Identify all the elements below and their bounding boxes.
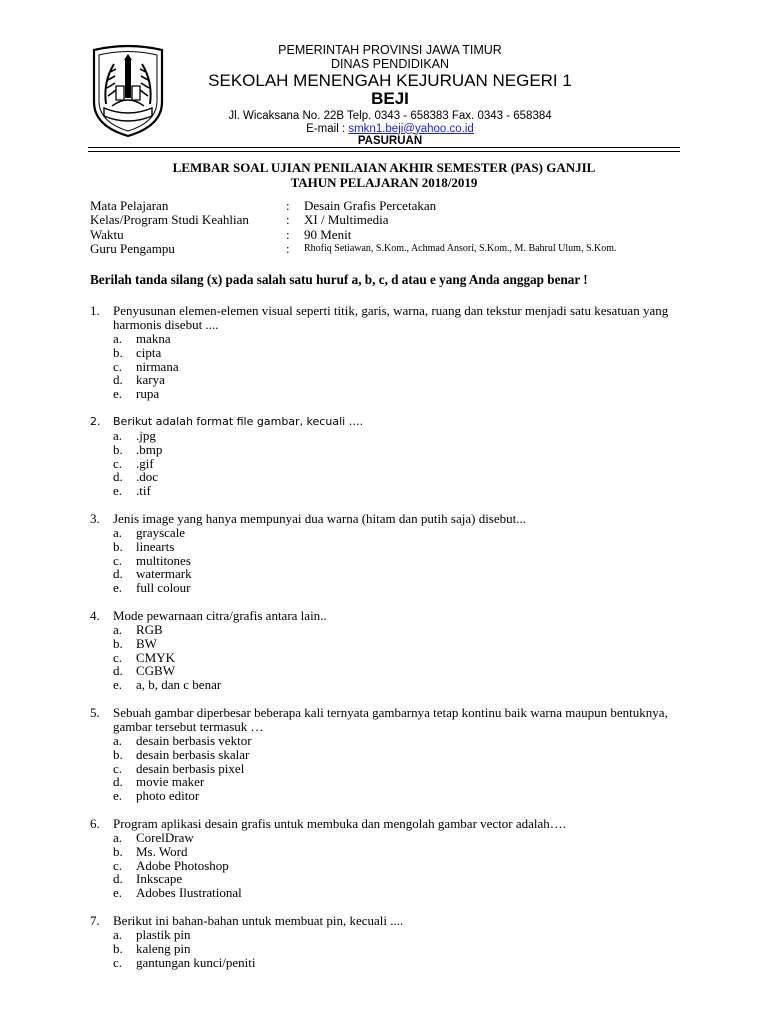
option-letter: a.: [113, 427, 123, 443]
option-letter: a.: [113, 732, 123, 748]
question-number: 6.: [90, 815, 100, 831]
option-text: .bmp: [136, 441, 163, 457]
option-text: RGB: [136, 621, 163, 637]
option-item[interactable]: [90, 859, 690, 873]
option-text: a, b, dan c benar: [136, 677, 222, 693]
info-label: Waktu: [90, 226, 124, 242]
department-name: DINAS PENDIDIKAN: [330, 56, 450, 71]
option-item[interactable]: [90, 886, 690, 900]
option-text: kaleng pin: [136, 940, 191, 956]
info-separator: :: [286, 198, 290, 213]
question-6: [90, 817, 690, 900]
option-letter: c.: [113, 552, 123, 568]
option-text: BW: [136, 635, 157, 651]
question-list: [90, 304, 690, 983]
option-text: Ms. Word: [136, 843, 188, 859]
option-item[interactable]: [90, 637, 690, 651]
option-list: [90, 734, 690, 803]
question-7: [90, 914, 690, 969]
option-item[interactable]: [90, 443, 690, 457]
option-text: desain berbasis skalar: [136, 746, 250, 762]
option-letter: d.: [113, 469, 123, 485]
option-item[interactable]: [90, 567, 690, 581]
option-item[interactable]: [90, 734, 690, 748]
option-letter: c.: [113, 455, 123, 471]
question-text: Penyusunan elemen-elemen visual seperti titik, garis, warna, ruang dan tekstur menjadi satu kesatuan yang harmonis disebut ....: [113, 303, 669, 332]
option-item[interactable]: [90, 872, 690, 886]
option-letter: c.: [113, 954, 123, 970]
option-item[interactable]: [90, 928, 690, 942]
option-letter: d.: [113, 372, 123, 388]
email-link[interactable]: smkn1.beji@yahoo.co.id: [348, 122, 474, 135]
option-letter: b.: [113, 746, 123, 762]
option-text: gantungan kunci/peniti: [136, 954, 256, 970]
option-item[interactable]: [90, 554, 690, 568]
letterhead-divider-thick: [88, 147, 680, 148]
question-2: [90, 415, 690, 498]
option-letter: e.: [113, 483, 123, 499]
option-text: CorelDraw: [136, 829, 194, 845]
option-letter: e.: [113, 580, 123, 596]
option-item[interactable]: [90, 373, 690, 387]
option-letter: e.: [113, 788, 123, 804]
option-letter: a.: [113, 829, 123, 845]
info-label: Kelas/Program Studi Keahlian: [90, 212, 249, 228]
option-letter: a.: [113, 524, 123, 540]
option-item[interactable]: [90, 540, 690, 554]
option-item[interactable]: [90, 360, 690, 374]
option-text: nirmana: [136, 358, 179, 374]
question-number: 1.: [90, 303, 100, 318]
option-text: rupa: [136, 386, 160, 402]
option-letter: a.: [113, 621, 123, 637]
option-text: linearts: [136, 538, 175, 554]
option-list: [90, 332, 690, 401]
option-letter: d.: [113, 663, 123, 679]
option-letter: e.: [113, 677, 123, 693]
option-item[interactable]: [90, 623, 690, 637]
option-item[interactable]: [90, 651, 690, 665]
school-address: Jl. Wicaksana No. 22B Telp. 0343 - 658383 Fax. 0343 - 658384: [228, 110, 552, 122]
option-text: Adobes Ilustrational: [136, 885, 242, 901]
option-letter: b.: [113, 538, 123, 554]
question-number: 7.: [90, 912, 100, 928]
info-value: Desain Grafis Percetakan: [304, 198, 437, 213]
question-3: [90, 512, 690, 595]
option-text: plastik pin: [136, 926, 191, 942]
question-5: [90, 706, 690, 803]
option-letter: b.: [113, 635, 123, 651]
info-label: Guru Pengampu: [90, 240, 175, 256]
option-item[interactable]: [90, 762, 690, 776]
school-email: [190, 124, 590, 136]
info-row-subject: [90, 199, 690, 213]
question-text: Berikut ini bahan-bahan untuk membuat pin, kecuali ....: [113, 912, 404, 928]
option-text: desain berbasis pixel: [136, 760, 245, 776]
info-row-time: [90, 228, 690, 242]
letterhead: [190, 44, 590, 148]
option-text: full colour: [136, 580, 191, 596]
option-letter: e.: [113, 885, 123, 901]
question-1: [90, 304, 690, 401]
option-text: makna: [136, 331, 171, 346]
exam-title-line1: LEMBAR SOAL UJIAN PENILAIAN AKHIR SEMESTER (PAS) GANJIL: [172, 160, 596, 175]
info-value: Rhofiq Setiawan, S.Kom., Achmad Ansori, S.Kom., M. Bahrul Ulum, S.Kom.: [304, 242, 617, 254]
question-number: 3.: [90, 510, 100, 526]
option-letter: a.: [113, 926, 123, 942]
info-separator: :: [286, 226, 290, 242]
jawa-timur-emblem-logo: [88, 44, 168, 140]
option-text: photo editor: [136, 788, 200, 804]
question-text: Program aplikasi desain grafis untuk membuka dan mengolah gambar vector adalah….: [113, 815, 567, 831]
option-item[interactable]: [90, 470, 690, 484]
option-letter: c.: [113, 649, 123, 665]
option-text: grayscale: [136, 524, 186, 540]
option-item[interactable]: [90, 831, 690, 845]
option-item[interactable]: [90, 484, 690, 498]
school-city: PASURUAN: [357, 135, 423, 147]
exam-title: [88, 160, 680, 190]
option-text: cipta: [136, 344, 162, 360]
option-letter: d.: [113, 871, 123, 887]
option-letter: b.: [113, 344, 123, 360]
option-item[interactable]: [90, 775, 690, 789]
option-letter: a.: [113, 331, 123, 346]
option-list: [90, 429, 690, 498]
option-letter: b.: [113, 940, 123, 956]
option-item[interactable]: [90, 457, 690, 471]
option-letter: b.: [113, 843, 123, 859]
option-text: watermark: [136, 566, 192, 582]
exam-info: [90, 199, 690, 256]
info-row-class: [90, 213, 690, 227]
option-text: CGBW: [136, 663, 175, 679]
option-text: Adobe Photoshop: [136, 857, 229, 873]
question-text: Berikut adalah format file gambar, kecuali ….: [113, 414, 364, 428]
question-number: 4.: [90, 607, 100, 623]
info-value: 90 Menit: [304, 226, 352, 242]
question-text: Mode pewarnaan citra/grafis antara lain..: [113, 607, 327, 623]
option-letter: c.: [113, 760, 123, 776]
option-list: [90, 831, 690, 900]
option-list: [90, 928, 690, 969]
instruction: Berilah tanda silang (x) pada salah satu huruf a, b, c, d atau e yang Anda anggap benar !: [90, 272, 588, 287]
option-text: CMYK: [136, 649, 176, 665]
option-item[interactable]: [90, 678, 690, 692]
info-label: Mata Pelajaran: [90, 198, 169, 213]
option-text: multitones: [136, 552, 191, 568]
option-text: .gif: [136, 455, 154, 471]
option-item[interactable]: [90, 332, 690, 346]
option-item[interactable]: [90, 942, 690, 956]
option-item[interactable]: [90, 581, 690, 595]
option-item[interactable]: [90, 748, 690, 762]
option-text: .doc: [136, 469, 159, 485]
option-text: .jpg: [136, 427, 156, 443]
exam-title-line2: TAHUN PELAJARAN 2018/2019: [290, 175, 478, 190]
option-item[interactable]: [90, 845, 690, 859]
letterhead-divider-thin: [88, 151, 680, 152]
option-letter: b.: [113, 441, 123, 457]
option-item[interactable]: [90, 429, 690, 443]
school-name: SEKOLAH MENENGAH KEJURUAN NEGERI 1: [208, 71, 572, 90]
option-letter: d.: [113, 566, 123, 582]
option-text: karya: [136, 372, 165, 388]
question-4: [90, 609, 690, 692]
option-text: desain berbasis vektor: [136, 732, 252, 748]
option-item[interactable]: [90, 956, 690, 970]
option-letter: c.: [113, 857, 123, 873]
option-list: [90, 526, 690, 595]
question-text: Jenis image yang hanya mempunyai dua warna (hitam dan putih saja) disebut...: [113, 510, 526, 526]
option-letter: d.: [113, 774, 123, 790]
option-letter: c.: [113, 358, 123, 374]
info-separator: :: [286, 212, 290, 228]
option-item[interactable]: [90, 387, 690, 401]
option-item[interactable]: [90, 664, 690, 678]
info-separator: :: [286, 240, 290, 256]
info-row-teacher: [90, 242, 690, 256]
option-item[interactable]: [90, 526, 690, 540]
option-item[interactable]: [90, 789, 690, 803]
option-text: .tif: [136, 483, 151, 499]
school-location-name: BEJI: [371, 89, 409, 108]
question-number: 2.: [90, 414, 101, 428]
option-text: Inkscape: [136, 871, 183, 887]
option-text: movie maker: [136, 774, 205, 790]
government-name: PEMERINTAH PROVINSI JAWA TIMUR: [278, 43, 502, 57]
question-number: 5.: [90, 704, 100, 720]
option-list: [90, 623, 690, 692]
option-item[interactable]: [90, 346, 690, 360]
option-letter: e.: [113, 386, 123, 402]
question-text: Sebuah gambar diperbesar beberapa kali ternyata gambarnya tetap kontinu baik warna maupun bentuknya, gambar tersebut termasuk …: [113, 704, 668, 734]
info-value: XI / Multimedia: [304, 212, 389, 228]
email-label: E-mail :: [306, 122, 349, 135]
